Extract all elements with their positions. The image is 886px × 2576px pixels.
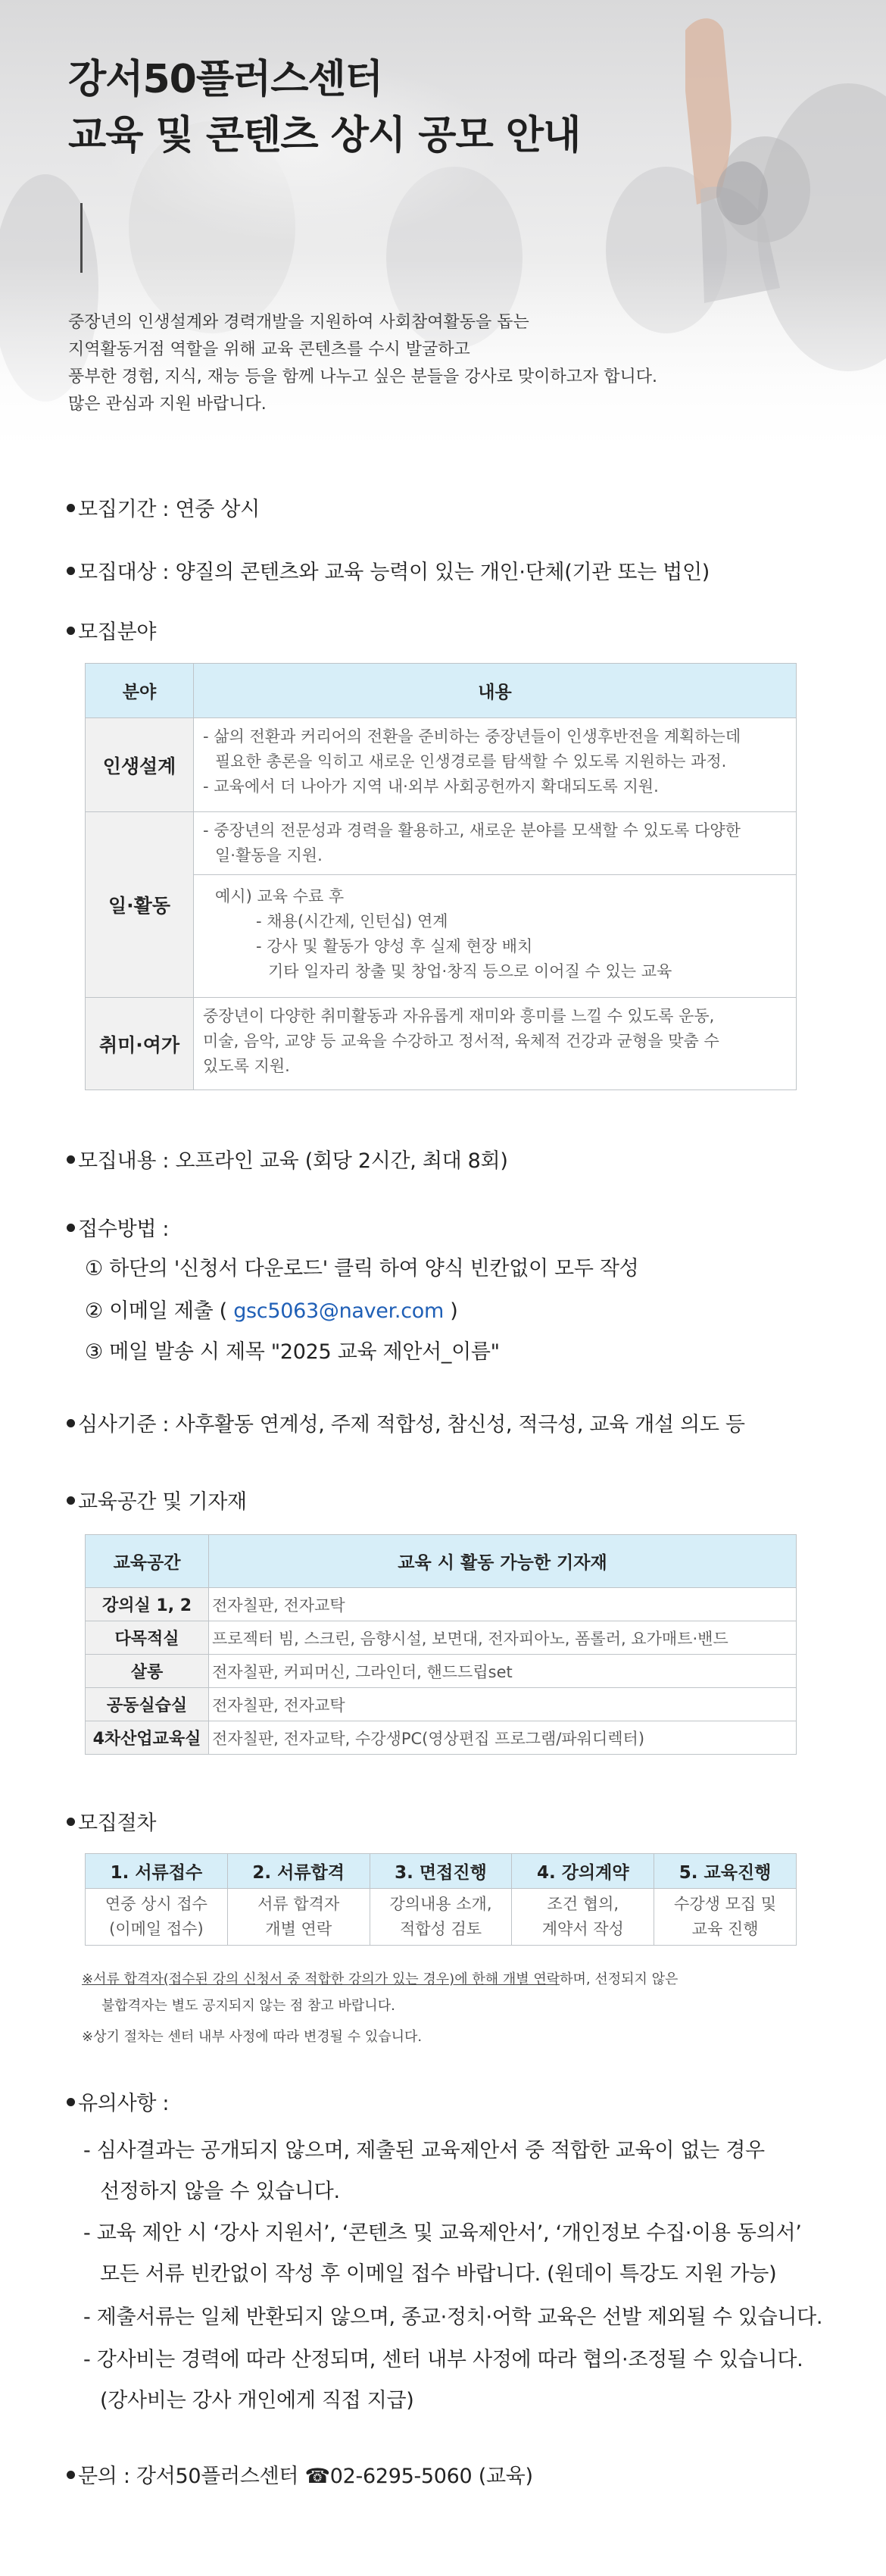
text-line: 일·활동을 지원. (215, 846, 323, 864)
desc-line: 풍부한 경험, 지식, 재능 등을 함께 나누고 싶은 분들을 강사로 맞이하고자 합니다. (68, 367, 657, 386)
table-row (86, 1588, 797, 1621)
bullet-icon (67, 1155, 75, 1164)
text-line: - 채용(시간제, 인턴십) 연계 (256, 912, 448, 930)
process-step-detail (512, 1889, 654, 1946)
title-divider (80, 203, 83, 273)
process-note-2: ※상기 절차는 센터 내부 사정에 따라 변경될 수 있습니다. (82, 2029, 423, 2045)
apply-step-3: ③ 메일 발송 시 제목 "2025 교육 제안서_이름" (85, 1340, 500, 1364)
table-row (86, 812, 797, 875)
bullet-icon (67, 1224, 75, 1232)
recruit-period-text: 모집기간 : 연중 상시 (78, 498, 260, 521)
apply-method-heading (67, 1212, 169, 1242)
process-step-title: 2. 서류합격 (227, 1854, 370, 1889)
process-note-1-underlined: ※서류 합격자(접수된 강의 신청서 중 적합한 강의가 있는 경우)에 한해 개별 연락 (82, 1971, 560, 1987)
room-name: 강의실 1, 2 (86, 1588, 209, 1621)
table-header: 분야 (86, 664, 194, 718)
caution-line: - 제출서류는 일체 반환되지 않으며, 종교·정치·어학 교육은 선발 제외될 수 있습니다. (83, 2306, 823, 2329)
text-line: - 강사 및 활동가 양성 후 실제 현장 배치 (256, 937, 533, 955)
caution-line: - 교육 제안 시 ‘강사 지원서’, ‘콘텐츠 및 교육제안서’, ‘개인정보 수집·이용 동의서’ (83, 2221, 802, 2245)
apply-step-2 (85, 1294, 458, 1324)
bullet-icon (67, 627, 75, 635)
text-line: (이메일 접수) (109, 1920, 204, 1938)
table-row (86, 718, 797, 812)
contact-info (67, 2459, 533, 2489)
table-header: 내용 (194, 664, 797, 718)
room-equipment: 전자칠판, 커피머신, 그라인더, 핸드드립set (209, 1655, 797, 1688)
caution-line: 모든 서류 빈칸없이 작성 후 이메일 접수 바랍니다. (원데이 특강도 지원 가능) (100, 2262, 777, 2286)
apply-step-2-prefix: ② 이메일 제출 ( (85, 1299, 227, 1323)
process-step-detail (86, 1889, 228, 1946)
room-name: 공동실습실 (86, 1688, 209, 1721)
contact-text: 문의 : 강서50플러스센터 ☎02-6295-5060 (교육) (78, 2465, 533, 2488)
text-line: 계약서 작성 (541, 1920, 624, 1938)
text-line: 있도록 지원. (203, 1057, 290, 1075)
caution-line: - 심사결과는 공개되지 않으며, 제출된 교육제안서 중 적합한 교육이 없는 경우 (83, 2139, 765, 2162)
text-line: - 삶의 전환과 커리어의 전환을 준비하는 중장년들이 인생후반전을 계획하는데 (203, 727, 741, 746)
process-step-title: 1. 서류접수 (86, 1854, 228, 1889)
table-row (86, 1721, 797, 1755)
process-step-title: 3. 면접진행 (370, 1854, 512, 1889)
apply-method-text: 접수방법 : (78, 1218, 170, 1241)
text-line: 개별 연락 (265, 1920, 332, 1938)
recruit-target-text: 모집대상 : 양질의 콘텐츠와 교육 능력이 있는 개인·단체(기관 또는 법인) (78, 561, 710, 584)
text-line: 교육 진행 (691, 1920, 759, 1938)
field-category: 일·활동 (86, 812, 194, 998)
room-name: 다목적실 (86, 1621, 209, 1655)
bullet-icon (67, 2098, 75, 2106)
process-note-1 (82, 1968, 678, 1988)
process-step-title: 5. 교육진행 (654, 1854, 797, 1889)
bullet-icon (67, 567, 75, 575)
review-criteria-text: 심사기준 : 사후활동 연계성, 주제 적합성, 참신성, 적극성, 교육 개설 의도 등 (78, 1413, 745, 1436)
desc-line: 중장년의 인생설계와 경력개발을 지원하여 사회참여활동을 돕는 (68, 313, 529, 332)
process-step-title: 4. 강의계약 (512, 1854, 654, 1889)
text-line: 연중 상시 접수 (105, 1895, 207, 1913)
page-title (68, 52, 580, 164)
process-step-detail (370, 1889, 512, 1946)
email-link[interactable]: gsc5063@naver.com (233, 1299, 444, 1323)
title-line-1: 강서50플러스센터 (68, 57, 382, 102)
caution-line: 선정하지 않을 수 있습니다. (100, 2180, 340, 2203)
field-category: 취미·여가 (86, 998, 194, 1090)
text-line: - 중장년의 전문성과 경력을 활용하고, 새로운 분야를 모색할 수 있도록 다양한 (203, 821, 741, 839)
room-equipment: 전자칠판, 전자교탁 (209, 1588, 797, 1621)
text-line: 강의내용 소개, (389, 1895, 492, 1913)
space-equipment-table (85, 1534, 797, 1755)
process-heading-text: 모집절차 (78, 1812, 157, 1835)
table-row (86, 1688, 797, 1721)
table-header: 교육공간 (86, 1535, 209, 1588)
recruit-process-table (85, 1853, 797, 1946)
table-row (86, 1655, 797, 1688)
bullet-icon (67, 1496, 75, 1505)
text-line: 서류 합격자 (257, 1895, 340, 1913)
table-row (86, 1621, 797, 1655)
hero-description (68, 309, 657, 418)
review-criteria (67, 1408, 745, 1437)
room-name: 살롱 (86, 1655, 209, 1688)
apply-step-1: ① 하단의 '신청서 다운로드' 클릭 하여 양식 빈칸없이 모두 작성 (85, 1257, 639, 1280)
bullet-icon (67, 1818, 75, 1826)
field-description (194, 998, 797, 1090)
caution-line: - 강사비는 경력에 따라 산정되며, 센터 내부 사정에 따라 협의·조정될 수 있습니다. (83, 2348, 803, 2371)
text-line: 수강생 모집 및 (674, 1895, 777, 1913)
room-equipment: 전자칠판, 전자교탁 (209, 1688, 797, 1721)
room-equipment: 전자칠판, 전자교탁, 수강생PC(영상편집 프로그램/파워디렉터) (209, 1721, 797, 1755)
caution-line: (강사비는 강사 개인에게 직접 지급) (100, 2389, 414, 2412)
text-line: 적합성 검토 (399, 1920, 482, 1938)
recruit-fields-table (85, 663, 797, 1090)
apply-step-2-suffix: ) (450, 1299, 458, 1323)
desc-line: 많은 관심과 지원 바랍니다. (68, 395, 267, 414)
text-line: 조건 협의, (547, 1895, 619, 1913)
text-line: 예시) 교육 수료 후 (215, 887, 345, 905)
recruit-content-text: 모집내용 : 오프라인 교육 (회당 2시간, 최대 8회) (78, 1149, 508, 1173)
recruit-period (67, 492, 260, 522)
caution-heading-text: 유의사항 : (78, 2092, 170, 2115)
bullet-icon (67, 1419, 75, 1427)
desc-line: 지역활동거점 역할을 위해 교육 콘텐츠를 수시 발굴하고 (68, 340, 470, 359)
process-step-detail (654, 1889, 797, 1946)
recruit-content (67, 1144, 508, 1174)
text-line: 미술, 음악, 교양 등 교육을 수강하고 정서적, 육체적 건강과 균형을 맞춤 수 (203, 1032, 719, 1050)
hero-banner (0, 0, 886, 470)
text-line: 기타 일자리 창출 및 창업·창직 등으로 이어질 수 있는 교육 (268, 962, 672, 980)
field-category: 인생설계 (86, 718, 194, 812)
text-line: 중장년이 다양한 취미활동과 자유롭게 재미와 흥미를 느낄 수 있도록 운동, (203, 1007, 715, 1025)
text-line: - 교육에서 더 나아가 지역 내·외부 사회공헌까지 확대되도록 지원. (203, 777, 659, 796)
room-equipment: 프로젝터 빔, 스크린, 음향시설, 보면대, 전자피아노, 폼롤러, 요가매트·밴드 (209, 1621, 797, 1655)
recruit-fields-text: 모집분야 (78, 621, 157, 644)
text-line: 필요한 총론을 익히고 새로운 인생경로를 탐색할 수 있도록 지원하는 과정. (215, 752, 727, 771)
table-row (86, 1889, 797, 1946)
bullet-icon (67, 2471, 75, 2479)
space-heading-text: 교육공간 및 기자재 (78, 1490, 247, 1514)
recruit-target (67, 555, 710, 585)
table-header: 교육 시 활동 가능한 기자재 (209, 1535, 797, 1588)
bullet-icon (67, 504, 75, 512)
room-name: 4차산업교육실 (86, 1721, 209, 1755)
space-heading (67, 1485, 247, 1515)
title-line-2: 교육 및 콘텐츠 상시 공모 안내 (68, 113, 581, 158)
recruit-fields-heading (67, 615, 156, 645)
field-description (194, 812, 797, 875)
process-step-detail (227, 1889, 370, 1946)
caution-heading (67, 2087, 169, 2116)
field-example (194, 875, 797, 998)
process-heading (67, 1806, 156, 1836)
field-description (194, 718, 797, 812)
process-note-1-rest: 하며, 선정되지 않은 (560, 1971, 679, 1987)
table-row (86, 998, 797, 1090)
process-note-1-cont: 불합격자는 별도 공지되지 않는 점 참고 바랍니다. (101, 1998, 395, 2014)
